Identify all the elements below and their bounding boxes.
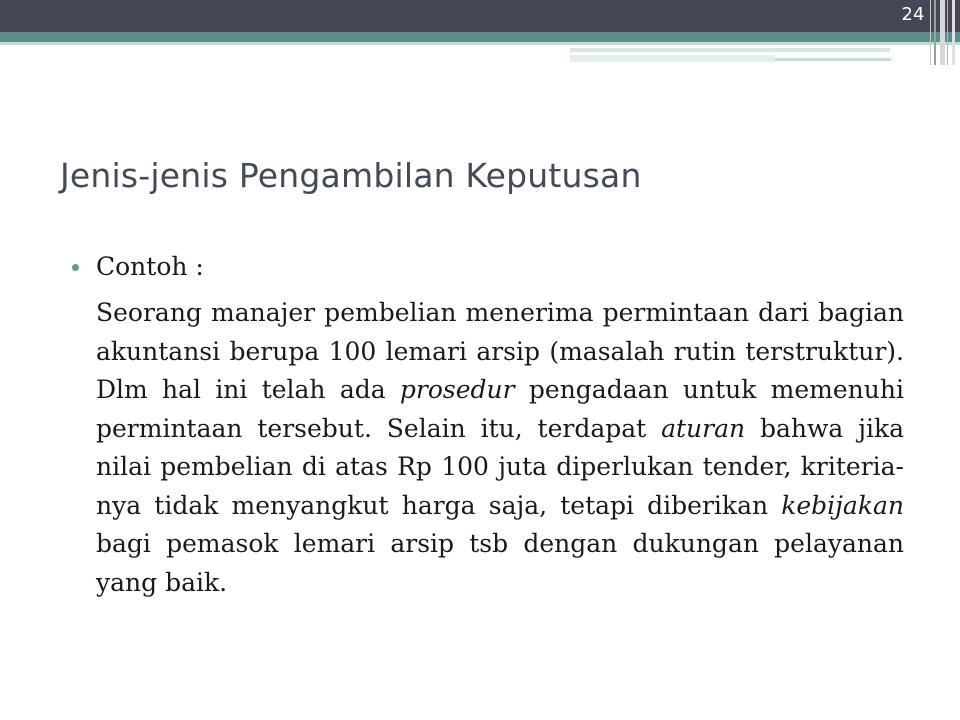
slide-title: Jenis-jenis Pengambilan Keputusan bbox=[60, 156, 642, 195]
bullet-text: Contoh : bbox=[96, 252, 204, 281]
slide-content bbox=[72, 248, 912, 602]
decorative-vertical-line bbox=[947, 0, 948, 65]
decorative-strip bbox=[775, 58, 891, 61]
bullet-dot-icon bbox=[72, 264, 79, 271]
page-number: 24 bbox=[901, 4, 925, 25]
decorative-vertical-line bbox=[934, 0, 936, 65]
emphasis-aturan: aturan bbox=[661, 413, 746, 443]
paragraph-text: bahwa jika nilai pembelian di atas Rp 100 juta diperlukan tender, kriteria-nya tidak menyangkut harga saja, tetapi diberikan bbox=[96, 413, 905, 520]
bullet-item bbox=[72, 248, 912, 286]
top-band-mint bbox=[0, 42, 960, 45]
paragraph-text: pengadaan untuk memenuhi permintaan tersebut. Selain itu, terdapat bbox=[96, 375, 904, 443]
paragraph-text: Seorang manajer pembelian menerima permintaan dari bagian akuntansi berupa 100 lemari arsip (masalah rutin terstruktur). Dlm hal ini telah ada bbox=[96, 298, 904, 404]
decorative-vertical-line bbox=[952, 0, 955, 65]
emphasis-kebijakan: kebijakan bbox=[781, 490, 904, 520]
decorative-strip bbox=[570, 48, 890, 52]
paragraph-text: bagi pemasok lemari arsip tsb dengan dukungan pelayanan yang baik. bbox=[96, 529, 904, 597]
decorative-strip bbox=[570, 55, 775, 62]
emphasis-prosedur: prosedur bbox=[399, 375, 515, 404]
decorative-vertical-line bbox=[930, 0, 931, 65]
decorative-vertical-line bbox=[940, 0, 945, 65]
body-paragraph bbox=[96, 294, 904, 602]
top-band-dark bbox=[0, 0, 960, 32]
top-band-teal bbox=[0, 32, 960, 42]
